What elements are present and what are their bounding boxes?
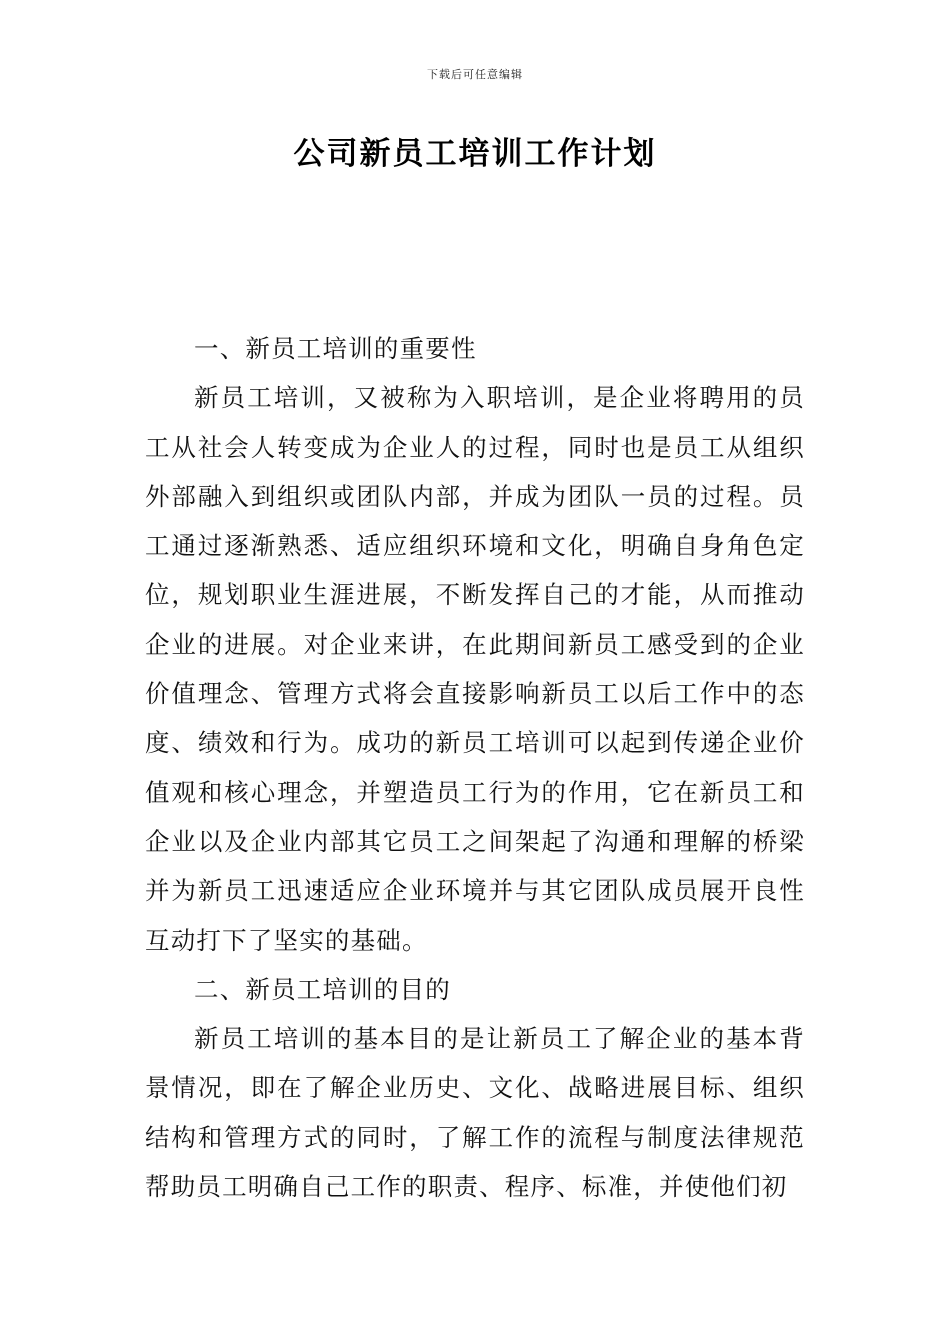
paragraph-2: 新员工培训的基本目的是让新员工了解企业的基本背景情况，即在了解企业历史、文化、战略进展目标、组织结构和管理方式的同时，了解工作的流程与制度法律规范帮助员工明确自己工作的职责、程序、标准，并使他们初: [145, 1024, 805, 1202]
section-heading-2: 二、新员工培训的目的: [194, 974, 451, 1004]
header-note: 下载后可任意编辑: [427, 68, 523, 81]
paragraph-1: 新员工培训，又被称为入职培训，是企业将聘用的员工从社会人转变成为企业人的过程，同时也是员工从组织外部融入到组织或团队内部，并成为团队一员的过程。员工通过逐渐熟悉、适应组织环境和文化，明确自身角色定位，规划职业生涯进展，不断发挥自己的才能，从而推动企业的进展。对企业来讲，在此期间新员工感受到的企业价值理念、管理方式将会直接影响新员工以后工作中的态度、绩效和行为。成功的新员工培训可以起到传递企业价值观和核心理念，并塑造员工行为的作用，它在新员工和企业以及企业内部其它员工之间架起了沟通和理解的桥梁并为新员工迅速适应企业环境并与其它团队成员展开良性互动打下了坚实的基础。: [145, 383, 805, 955]
document-body: [145, 324, 805, 1211]
document-title: 公司新员工培训工作计划: [293, 136, 657, 172]
section-heading-1: 一、新员工培训的重要性: [194, 334, 477, 363]
